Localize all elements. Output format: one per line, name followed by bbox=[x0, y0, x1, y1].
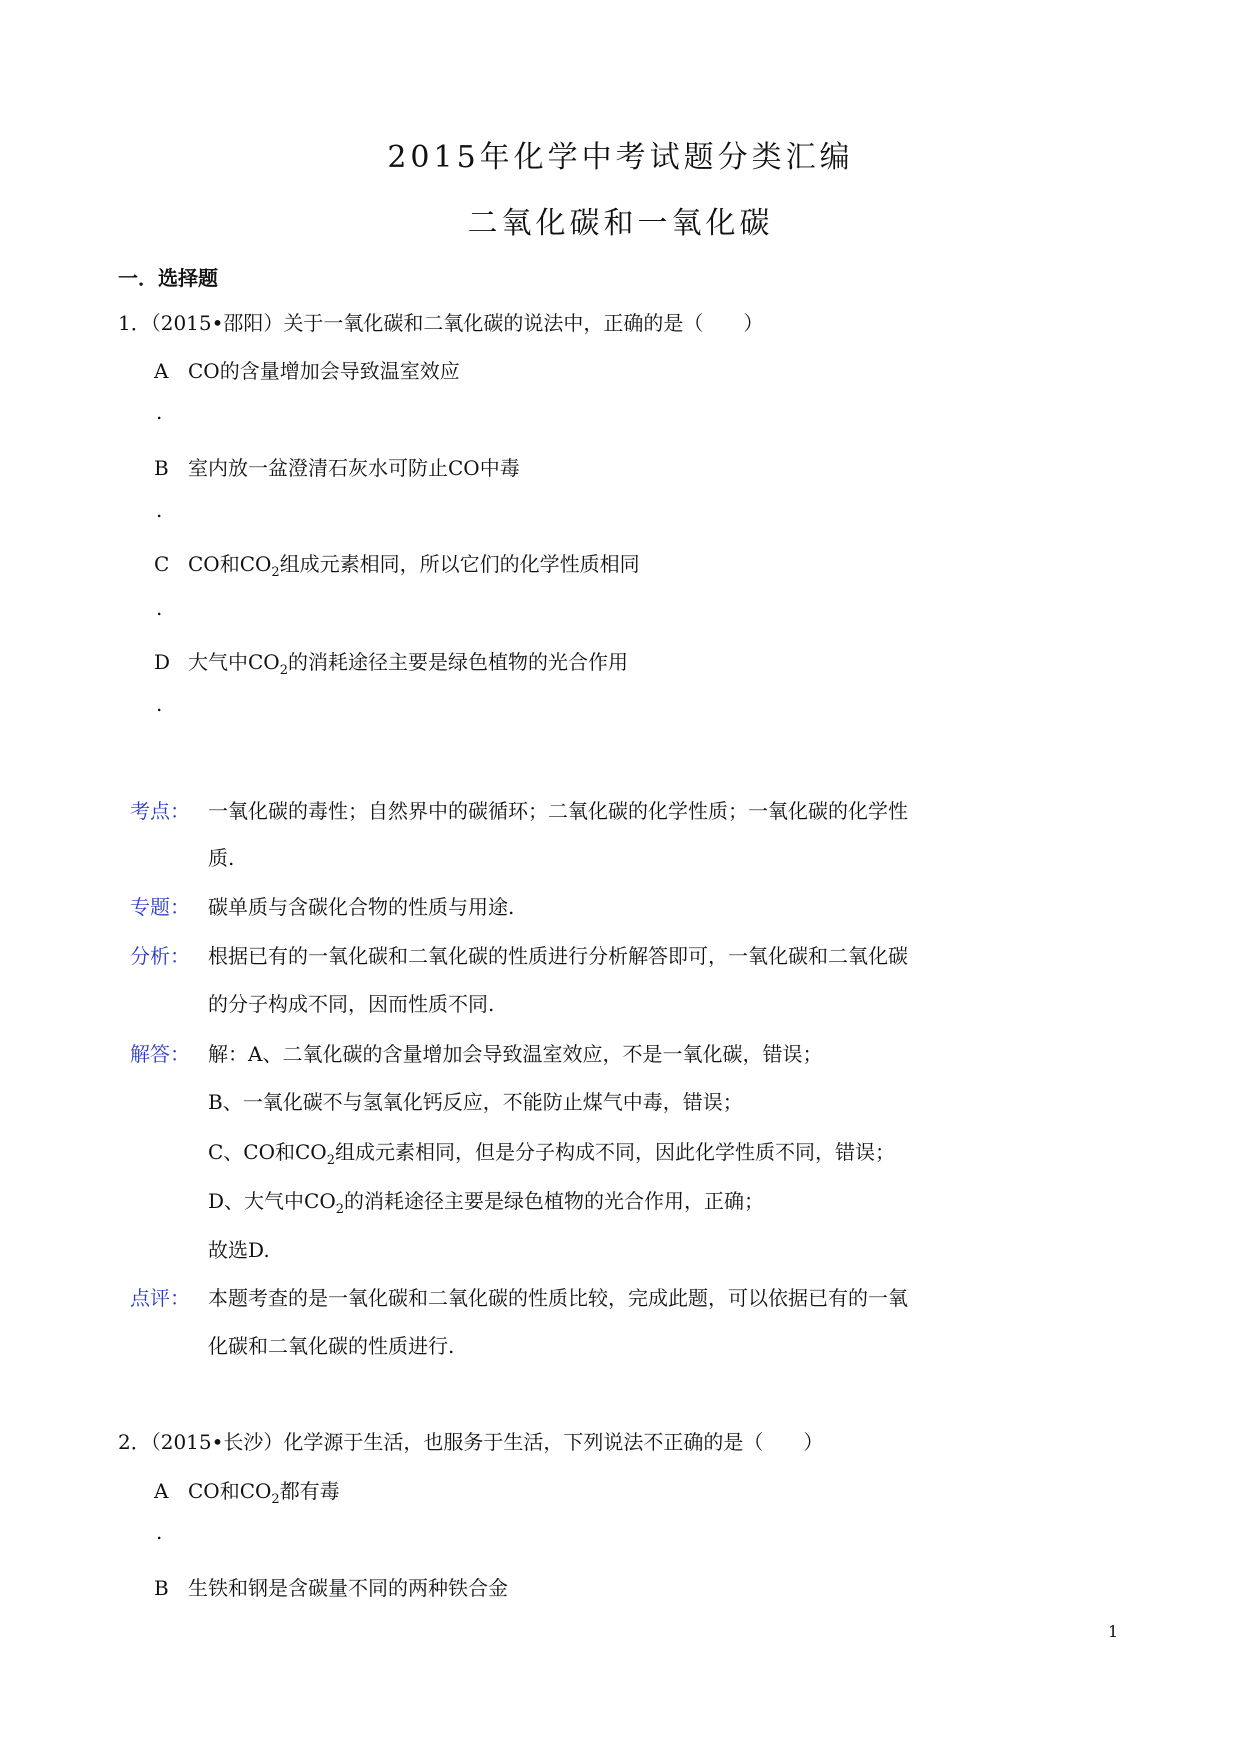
kaodian-label: 考点： bbox=[130, 799, 190, 823]
dianping-text: 本题考查的是一氧化碳和二氧化碳的性质比较，完成此题，可以依据已有的一氧 bbox=[208, 1286, 908, 1310]
option-dot: . bbox=[156, 1520, 163, 1544]
q2-option-b: B 生铁和钢是含碳量不同的两种铁合金 bbox=[154, 1576, 508, 1600]
zhuanti-label: 专题： bbox=[130, 895, 190, 919]
document-subtitle: 二氧化碳和一氧化碳 bbox=[467, 206, 774, 241]
kaodian-text: 一氧化碳的毒性；自然界中的碳循环；二氧化碳的化学性质；一氧化碳的化学性 bbox=[208, 799, 908, 823]
q2-option-a: A CO和$CO_2$都有毒 bbox=[154, 1479, 340, 1507]
document-title: 2015年化学中考试题分类汇编 bbox=[387, 140, 854, 175]
q1-option-d: D 大气中$CO_2$的消耗途径主要是绿色植物的光合作用 bbox=[154, 650, 628, 678]
question-2-stem: 2．（2015•长沙）化学源于生活，也服务于生活，下列说法不正确的是（ ） bbox=[118, 1430, 824, 1454]
jieda-label: 解答： bbox=[130, 1042, 190, 1066]
q1-option-b: B 室内放一盆澄清石灰水可防止CO中毒 bbox=[154, 456, 520, 480]
dianping-text: 化碳和二氧化碳的性质进行. bbox=[208, 1334, 455, 1358]
page-number: 1 bbox=[1108, 1622, 1119, 1641]
fenxi-text: 根据已有的一氧化碳和二氧化碳的性质进行分析解答即可，一氧化碳和二氧化碳 bbox=[208, 944, 908, 968]
option-dot: . bbox=[156, 498, 163, 522]
fenxi-label: 分析： bbox=[130, 944, 190, 968]
jieda-text: B、一氧化碳不与氢氧化钙反应，不能防止煤气中毒，错误； bbox=[208, 1090, 743, 1114]
fenxi-text: 的分子构成不同，因而性质不同. bbox=[208, 992, 495, 1016]
option-dot: . bbox=[156, 692, 163, 716]
jieda-text: D、大气中$CO_2$的消耗途径主要是绿色植物的光合作用，正确； bbox=[208, 1189, 765, 1217]
q1-option-c: C CO和$CO_2$组成元素相同，所以它们的化学性质相同 bbox=[154, 552, 640, 580]
zhuanti-text: 碳单质与含碳化合物的性质与用途. bbox=[208, 895, 515, 919]
jieda-text: C、CO和$CO_2$组成元素相同，但是分子构成不同，因此化学性质不同，错误； bbox=[208, 1140, 895, 1168]
option-dot: . bbox=[156, 596, 163, 620]
option-dot: . bbox=[156, 400, 163, 424]
jieda-text: 解：A、二氧化碳的含量增加会导致温室效应，不是一氧化碳，错误； bbox=[208, 1042, 823, 1066]
question-1-stem: 1．（2015•邵阳）关于一氧化碳和二氧化碳的说法中，正确的是（ ） bbox=[118, 311, 764, 335]
jieda-text: 故选D. bbox=[208, 1238, 270, 1262]
q1-option-a: A CO的含量增加会导致温室效应 bbox=[154, 359, 460, 383]
kaodian-text: 质. bbox=[208, 846, 235, 870]
dianping-label: 点评： bbox=[130, 1286, 190, 1310]
section-heading: 一．选择题 bbox=[118, 266, 218, 290]
